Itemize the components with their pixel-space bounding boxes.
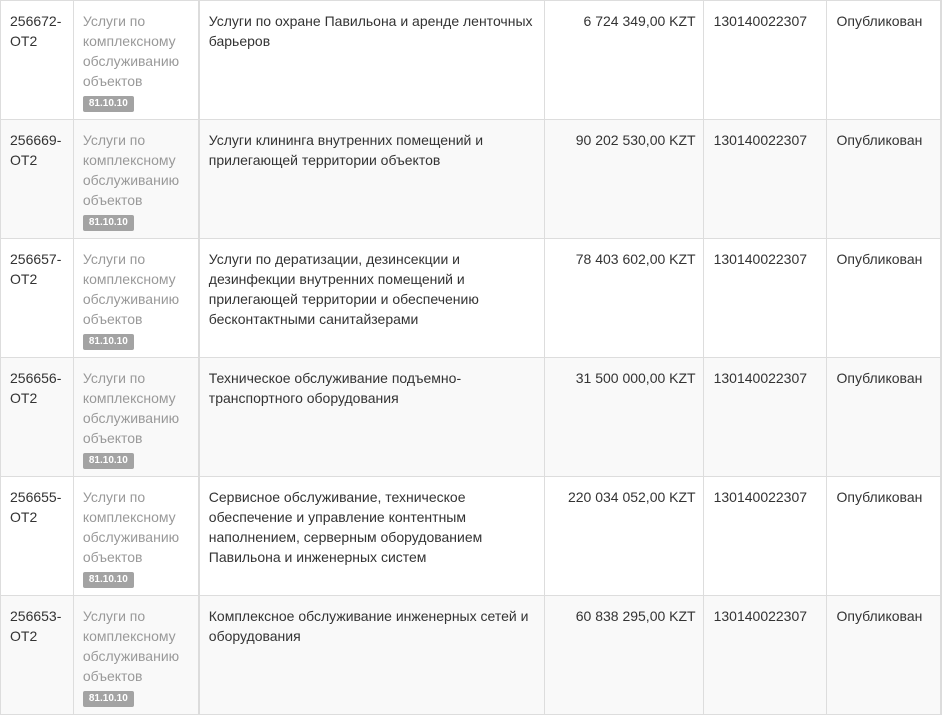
table-row[interactable] (1, 120, 942, 239)
lot-name[interactable]: Комплексное обслуживание инженерных сетей и оборудования (199, 596, 545, 715)
category-name: Услуги по комплексному обслуживанию объектов (82, 251, 180, 327)
lot-number: 256656- ОТ2 (1, 358, 74, 477)
lot-name[interactable]: Услуги по охране Павильона и аренде ленточных барьеров (199, 1, 545, 120)
lot-sum: 90 202 530,00 KZT (545, 120, 703, 239)
lot-sum: 220 034 052,00 KZT (545, 477, 703, 596)
lot-sum: 60 838 295,00 KZT (545, 596, 703, 715)
lot-name[interactable]: Техническое обслуживание подъемно-транспортного оборудования (199, 358, 545, 477)
code-badge: 81.10.10 (83, 691, 134, 707)
status-cell: Опубликован (827, 358, 941, 477)
code-badge: 81.10.10 (83, 96, 134, 112)
customer-bin: 130140022307 (703, 358, 827, 477)
lot-number: 256653- ОТ2 (1, 596, 74, 715)
table-row[interactable] (1, 358, 942, 477)
customer-bin: 130140022307 (703, 477, 827, 596)
status-cell: Опубликован (827, 1, 941, 120)
table-row[interactable] (1, 477, 942, 596)
category-name: Услуги по комплексному обслуживанию объектов (82, 13, 180, 89)
code-badge: 81.10.10 (83, 453, 134, 469)
table-row[interactable] (1, 596, 942, 715)
category-name: Услуги по комплексному обслуживанию объектов (82, 608, 180, 684)
customer-bin: 130140022307 (703, 1, 827, 120)
code-badge: 81.10.10 (83, 215, 134, 231)
lot-name[interactable]: Сервисное обслуживание, техническое обеспечение и управление контентным наполнением, серверным оборудованием Павильона и инженерных систем (199, 477, 545, 596)
category-cell (73, 477, 198, 596)
lot-number: 256672- ОТ2 (1, 1, 74, 120)
lot-sum: 31 500 000,00 KZT (545, 358, 703, 477)
status-cell: Опубликован (827, 239, 941, 358)
table-row[interactable] (1, 1, 942, 120)
lot-number: 256669- ОТ2 (1, 120, 74, 239)
category-name: Услуги по комплексному обслуживанию объектов (82, 132, 180, 208)
status-cell: Опубликован (827, 477, 941, 596)
lot-name[interactable]: Услуги по дератизации, дезинсекции и дезинфекции внутренних помещений и прилегающей территории и обеспечению бесконтактными санитайзерами (199, 239, 545, 358)
lot-sum: 78 403 602,00 KZT (545, 239, 703, 358)
table-row[interactable] (1, 239, 942, 358)
customer-bin: 130140022307 (703, 596, 827, 715)
category-cell (73, 1, 198, 120)
lot-number: 256657- ОТ2 (1, 239, 74, 358)
customer-bin: 130140022307 (703, 239, 827, 358)
customer-bin: 130140022307 (703, 120, 827, 239)
status-cell: Опубликован (827, 120, 941, 239)
status-cell: Опубликован (827, 596, 941, 715)
category-name: Услуги по комплексному обслуживанию объектов (82, 370, 180, 446)
category-cell (73, 120, 198, 239)
code-badge: 81.10.10 (83, 572, 134, 588)
lot-name[interactable]: Услуги клининга внутренних помещений и прилегающей территории объектов (199, 120, 545, 239)
category-cell (73, 358, 198, 477)
category-cell (73, 239, 198, 358)
category-cell (73, 596, 198, 715)
code-badge: 81.10.10 (83, 334, 134, 350)
category-name: Услуги по комплексному обслуживанию объектов (82, 489, 180, 565)
lot-number: 256655- ОТ2 (1, 477, 74, 596)
lot-sum: 6 724 349,00 KZT (545, 1, 703, 120)
